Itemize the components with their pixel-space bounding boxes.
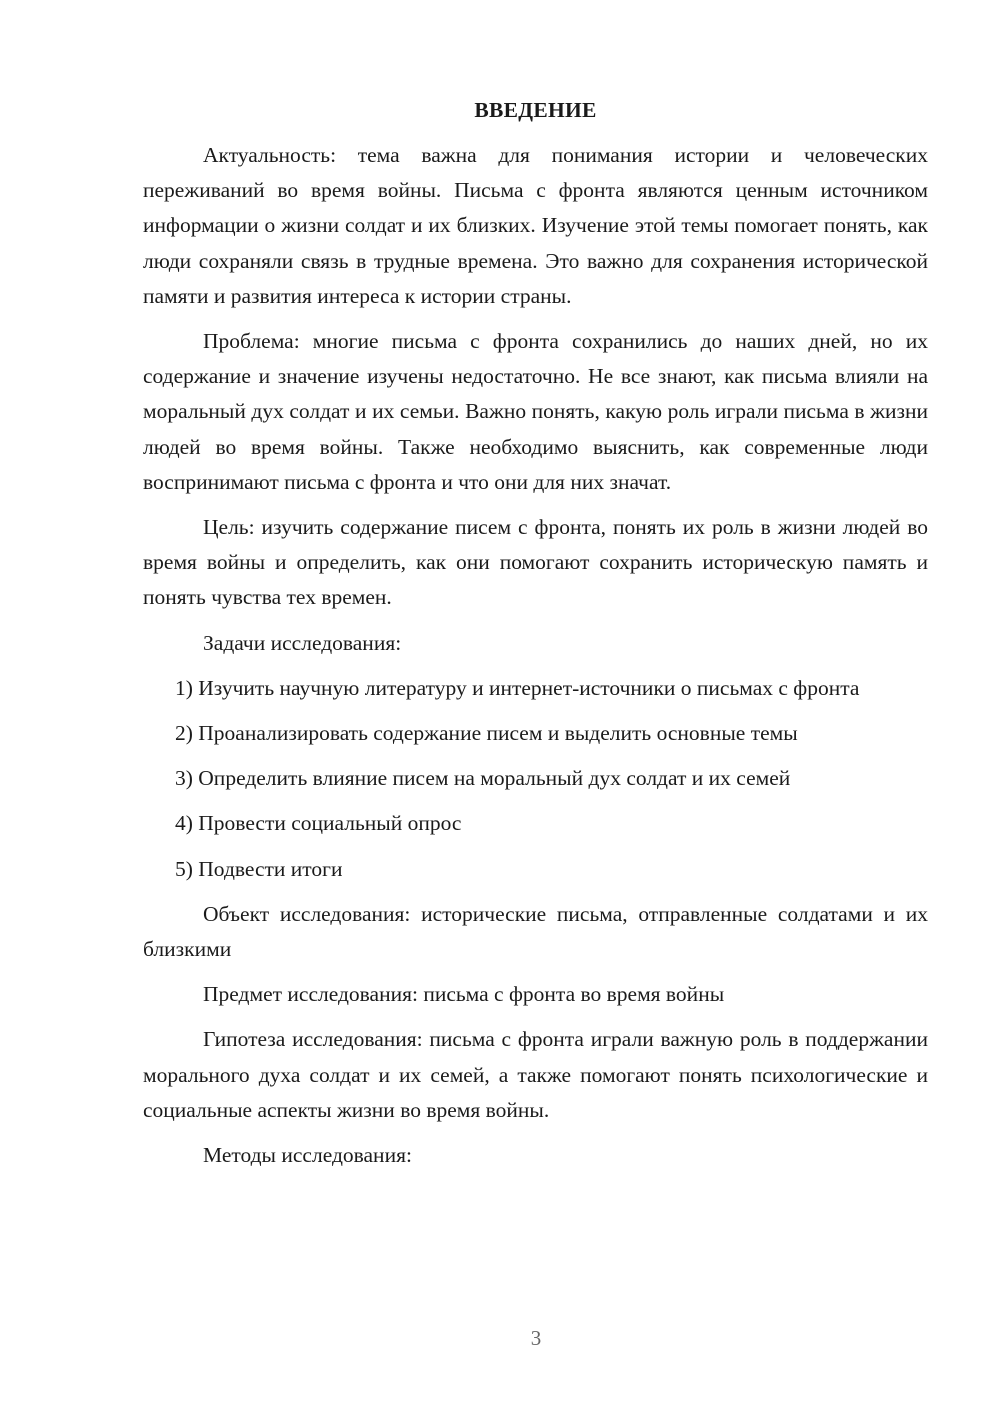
goal-paragraph: Цель: изучить содержание писем с фронта, понять их роль в жизни людей во время войны и определить, как они помогают сохранить историческую память и понять чувства тех времен. xyxy=(143,515,928,610)
methods-heading: Методы исследования: xyxy=(203,1143,412,1168)
problem-paragraph: Проблема: многие письма с фронта сохранились до наших дней, но их содержание и значение изучены недостаточно. Не все знают, как письма влияли на моральный дух солдат и их семьи. Важно понять, какую роль играли письма в жизни людей во время войны. Также необходимо выяснить, как современные люди воспринимают письма с фронта и что они для них значат. xyxy=(143,329,928,494)
page-number: 3 xyxy=(530,1326,542,1350)
tasks-list xyxy=(143,671,928,887)
section-title: ВВЕДЕНИЕ xyxy=(474,98,597,122)
subject-paragraph: Предмет исследования: письма с фронта во время войны xyxy=(203,982,725,1007)
task-item: 5) Подвести итоги xyxy=(175,856,343,881)
task-item: 4) Провести социальный опрос xyxy=(175,811,462,836)
object-paragraph: Объект исследования: исторические письма, отправленные солдатами и их близкими xyxy=(143,901,928,962)
relevance-paragraph: Актуальность: тема важна для понимания истории и человеческих переживаний во время войны. Письма с фронта являются ценным источником информации о жизни солдат и их близких. Изучение этой темы помогает понять, как люди сохраняли связь в трудные времена. Это важно для сохранения исторической памяти и развития интереса к истории страны. xyxy=(143,143,928,308)
hypothesis-paragraph: Гипотеза исследования: письма с фронта играли важную роль в поддержании морального духа солдат и их семей, а также помогают понять психологические и социальные аспекты жизни во время войны. xyxy=(143,1027,928,1122)
task-item: 2) Проанализировать содержание писем и выделить основные темы xyxy=(175,721,798,746)
document-page xyxy=(143,93,928,1183)
tasks-heading: Задачи исследования: xyxy=(203,630,402,655)
task-item: 1) Изучить научную литературу и интернет-источники о письмах с фронта xyxy=(175,675,860,700)
task-item: 3) Определить влияние писем на моральный дух солдат и их семей xyxy=(175,766,791,791)
